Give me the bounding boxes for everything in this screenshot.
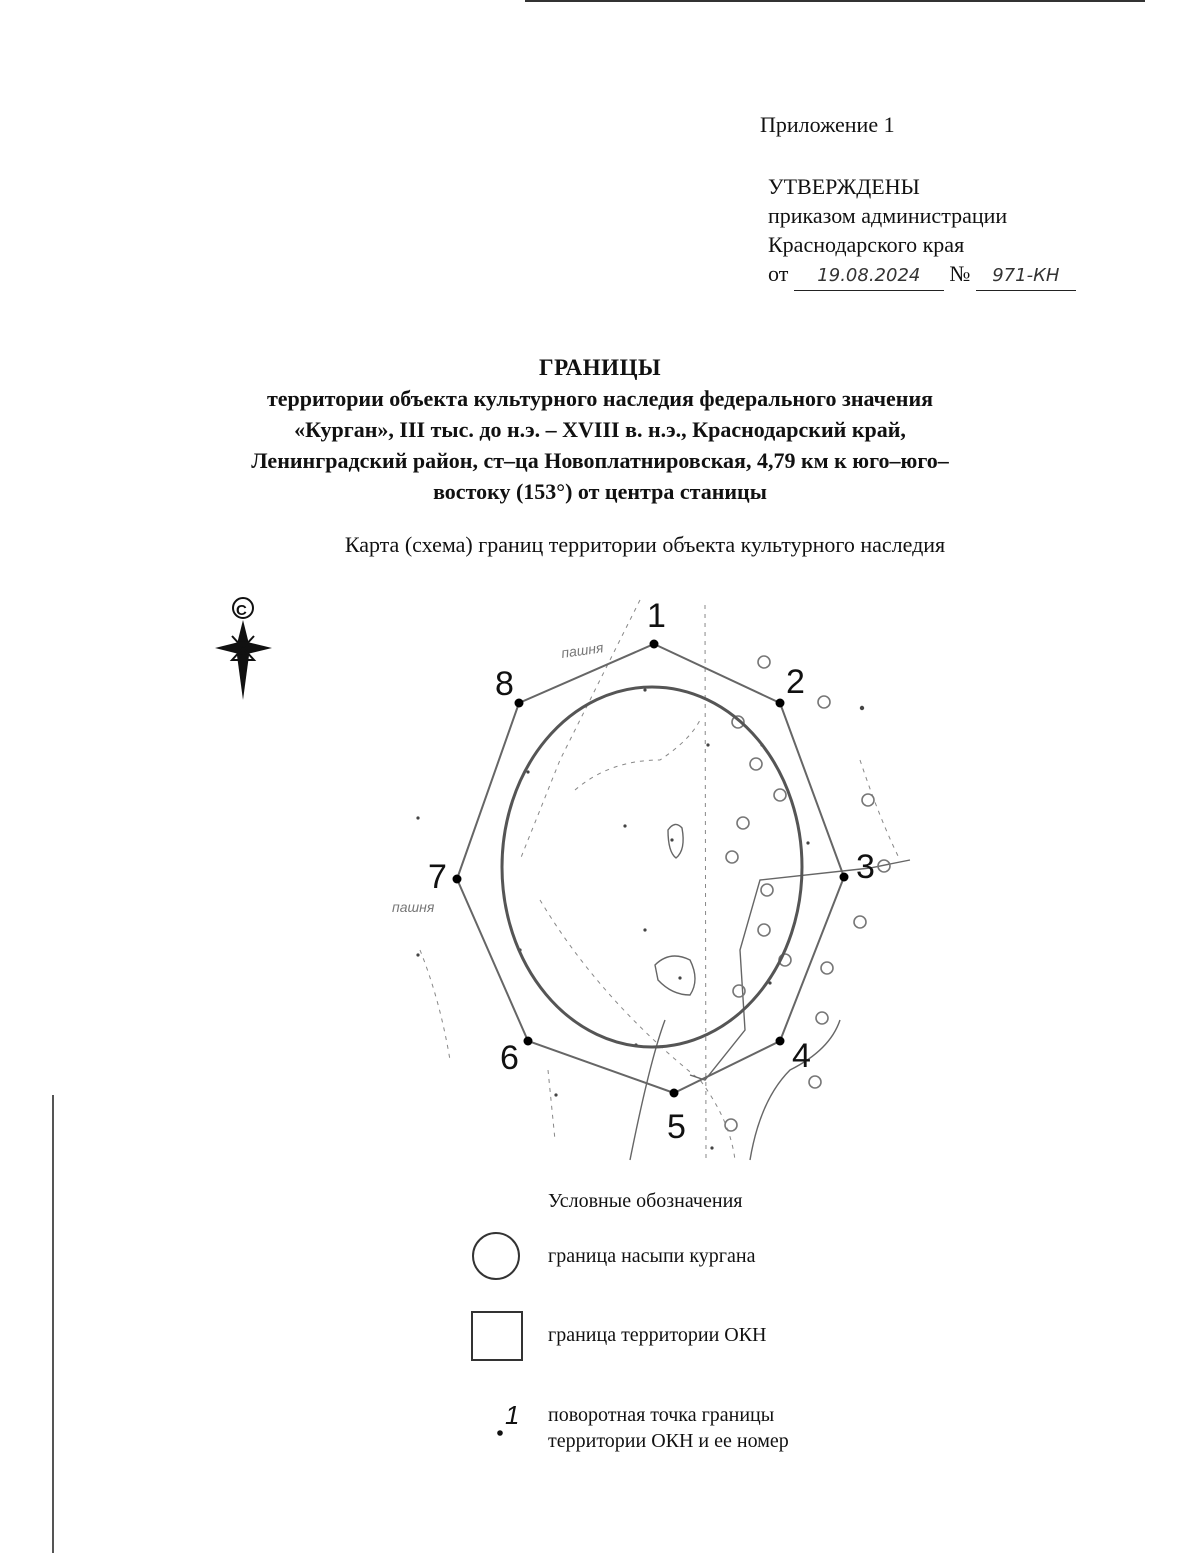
point-label-7: 7 (428, 858, 447, 896)
legend-mound-symbol (473, 1233, 519, 1279)
legend-point-symbol (497, 1430, 503, 1436)
map-caption: Карта (схема) границ территории объекта культурного наследия (344, 532, 946, 557)
approval-number-sign: № (949, 261, 971, 286)
approval-status: УТВЕРЖДЕНЫ (768, 174, 920, 199)
turning-point-5 (670, 1089, 679, 1098)
title-line1: территории объекта культурного наследия федерального значения (266, 386, 934, 411)
title-line3: Ленинградский район, ст–ца Новоплатнировская, 4,79 км к юго–юго– (251, 448, 949, 473)
approval-line1: приказом администрации (768, 203, 1008, 228)
point-label-4: 4 (792, 1037, 811, 1075)
approval-date: 19.08.2024 (794, 261, 944, 291)
legend-title: Условные обозначения (548, 1190, 743, 1212)
field-label-left: пашня (392, 899, 435, 915)
point-label-8: 8 (495, 665, 514, 703)
turning-point-7 (453, 875, 462, 884)
compass-north-mark: С (236, 602, 247, 619)
turning-point-4 (776, 1037, 785, 1046)
legend-point-number: 1 (505, 1400, 520, 1430)
turning-points (453, 640, 849, 1098)
approval-number: 971-КН (976, 261, 1076, 291)
title-line4: востоку (153°) от центра станицы (433, 479, 767, 504)
approval-from: от (768, 261, 789, 286)
title-main: ГРАНИЦЫ (538, 355, 662, 380)
turning-point-6 (524, 1037, 533, 1046)
topo-lines (420, 600, 900, 1160)
mound-boundary (502, 687, 802, 1047)
legend-territory-symbol (472, 1312, 522, 1360)
turning-point-8 (515, 699, 524, 708)
approval-line2: Краснодарского края (768, 232, 965, 257)
turning-point-2 (776, 699, 785, 708)
point-label-2: 2 (786, 663, 805, 701)
north-arrow-icon (215, 598, 272, 700)
turning-point-3 (840, 873, 849, 882)
appendix-label: Приложение 1 (760, 112, 895, 137)
turning-point-1 (650, 640, 659, 649)
point-label-5: 5 (667, 1108, 686, 1146)
legend-mound-label: граница насыпи кургана (548, 1245, 756, 1267)
field-label-top: пашня (560, 639, 605, 661)
point-label-1: 1 (647, 597, 666, 635)
title-line2: «Курган», III тыс. до н.э. – XVIII в. н.э., Краснодарский край, (294, 417, 906, 442)
legend-point-label-line1: поворотная точка границы (548, 1404, 775, 1426)
legend-territory-label: граница территории ОКН (548, 1324, 767, 1346)
point-label-6: 6 (500, 1039, 519, 1077)
territory-boundary (457, 644, 844, 1093)
legend-point-label-line2: территории ОКН и ее номер (548, 1430, 789, 1452)
legend-point-label (548, 1402, 789, 1454)
point-label-3: 3 (856, 848, 875, 886)
